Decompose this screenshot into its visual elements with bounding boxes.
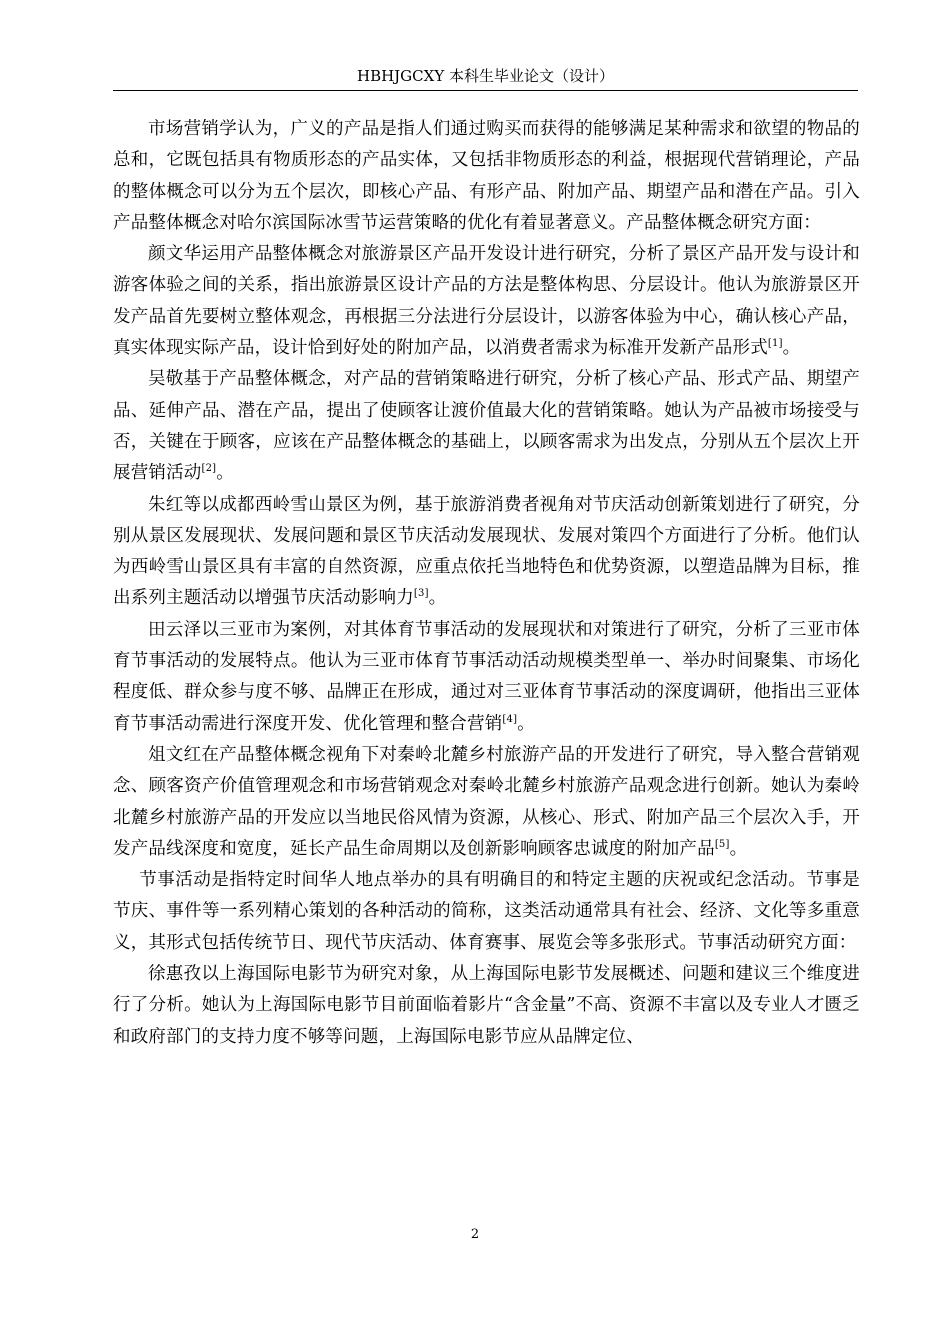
- paragraph-tail: 。: [729, 838, 748, 859]
- paragraph-tail: 。: [517, 713, 535, 734]
- citation-ref: [3]: [413, 588, 429, 600]
- citation-ref: [1]: [767, 338, 783, 350]
- header-divider: [113, 90, 858, 91]
- paragraph-wu-jing: [113, 364, 860, 489]
- paragraph-text: 节事活动是指特定时间华人地点举办的具有明确目的和特定主题的庆祝或纪念活动。节事是节庆、事件等一系列精心策划的各种活动的简称，这类活动通常具有社会、经济、文化等多重意义，其形式包括传统节日、现代节庆活动、体育赛事、展览会等多张形式。节事活动研究方面：: [113, 870, 860, 953]
- running-header: HBHJGCXY 本科生毕业论文（设计）: [356, 67, 614, 85]
- paragraph-tail: 。: [782, 338, 801, 359]
- paragraph-text: 田云泽以三亚市为案例，对其体育节事活动的发展现状和对策进行了研究，分析了三亚市体育节事活动的发展特点。他认为三亚市体育节事活动活动规模类型单一、举办时间聚集、市场化程度低、群众参与度不够、品牌正在形成，通过对三亚体育节事活动的深度调研，他指出三亚体育节事活动需进行深度开发、优化管理和整合营销: [113, 619, 860, 734]
- paragraph-text: 徐惠孜以上海国际电影节为研究对象，从上海国际电影节发展概述、问题和建议三个维度进行了分析。她认为上海国际电影节目前面临着影片“含金量”不高、资源不丰富以及专业人才匮乏和政府部门的支持力度不够等问题，上海国际电影节应从品牌定位、: [113, 964, 860, 1047]
- paragraph-event-activity: [113, 865, 860, 959]
- citation-ref: [2]: [201, 463, 217, 475]
- paragraph-product-concept: [113, 114, 860, 239]
- paragraph-zu-wenhong: [113, 740, 860, 865]
- paragraph-text: 朱红等以成都西岭雪山景区为例，基于旅游消费者视角对节庆活动创新策划进行了研究，分别从景区发展现状、发展问题和景区节庆活动发展现状、发展对策四个方面进行了分析。他们认为西岭雪山景区具有丰富的自然资源，应重点依托当地特色和优势资源，以塑造品牌为目标，推出系列主题活动以增强节庆活动影响力: [113, 494, 860, 609]
- paragraph-text: 吴敬基于产品整体概念，对产品的营销策略进行研究，分析了核心产品、形式产品、期望产品、延伸产品、潜在产品，提出了使顾客让渡价值最大化的营销策略。她认为产品被市场接受与否，关键在于顾客，应该在产品整体概念的基础上，以顾客需求为出发点，分别从五个层次上开展营销活动: [113, 369, 860, 484]
- paragraph-text: 市场营销学认为，广义的产品是指人们通过购买而获得的能够满足某种需求和欲望的物品的总和，它既包括具有物质形态的产品实体，又包括非物质形态的利益，根据现代营销理论，产品的整体概念可以分为五个层次，即核心产品、有形产品、附加产品、期望产品和潜在产品。引入产品整体概念对哈尔滨国际冰雪节运营策略的优化有着显著意义。产品整体概念研究方面：: [113, 119, 860, 233]
- paragraph-zhu-hong: [113, 490, 860, 615]
- citation-ref: [4]: [502, 713, 518, 725]
- citation-ref: [5]: [714, 839, 730, 850]
- paragraph-text: 俎文红在产品整体概念视角下对秦岭北麓乡村旅游产品的开发进行了研究，导入整合营销观念、顾客资产价值管理观念和市场营销观念对秦岭北麓乡村旅游产品观念进行创新。她认为秦岭北麓乡村旅游产品的开发应以当地民俗风情为资源，从核心、形式、附加产品三个层次入手，开发产品线深度和宽度，延长产品生命周期以及创新影响顾客忠诚度的附加产品: [113, 744, 860, 859]
- page-number: 2: [470, 1227, 480, 1242]
- body-text: [113, 114, 860, 1053]
- paragraph-tail: 。: [216, 463, 234, 484]
- paragraph-text: 颜文华运用产品整体概念对旅游景区产品开发设计进行研究，分析了景区产品开发与设计和游客体验之间的关系，指出旅游景区设计产品的方法是整体构思、分层设计。他认为旅游景区开发产品首先要树立整体观念，再根据三分法进行分层设计，以游客体验为中心，确认核心产品，真实体现实际产品，设计恰到好处的附加产品，以消费者需求为标准开发新产品形式: [113, 244, 860, 359]
- paragraph-yan-wenhua: [113, 239, 860, 364]
- paragraph-xu-huizi: [113, 959, 860, 1053]
- paragraph-tail: 。: [428, 588, 447, 609]
- paragraph-tian-yunze: [113, 615, 860, 740]
